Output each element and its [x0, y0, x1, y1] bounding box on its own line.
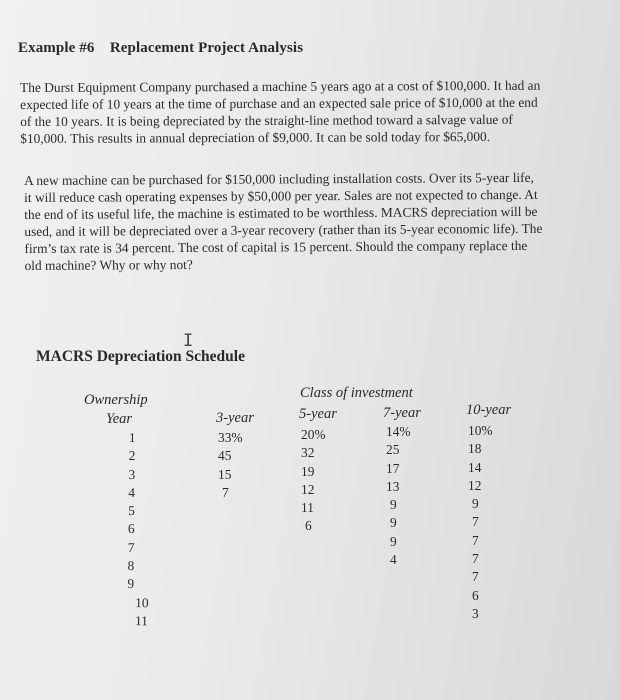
- depreciation-cell: 17: [386, 460, 400, 476]
- paragraph-line: the end of its useful life, the machine is estimated to be worthless. MACRS depreciation will be: [24, 203, 538, 222]
- depreciation-cell: 14%: [386, 424, 411, 439]
- paragraph-line: of the 10 years. It is being depreciated by the straight-line method toward a salvage value of: [20, 111, 513, 129]
- depreciation-cell: 45: [218, 448, 232, 464]
- depreciation-cell: 12: [301, 481, 315, 497]
- depreciation-cell: 32: [301, 445, 315, 461]
- paragraph-line: expected life of 10 years at the time of purchase and an expected sale price of $10,000 at the end: [20, 94, 538, 112]
- depreciation-cell: 19: [301, 463, 315, 479]
- year-cell: 6: [127, 521, 135, 537]
- depreciation-cell: 6: [305, 518, 312, 534]
- year-cell: 9: [127, 576, 135, 592]
- depreciation-cell: 11: [301, 500, 314, 516]
- depreciation-cell: 9: [472, 496, 479, 512]
- depreciation-cell: 7: [472, 569, 479, 585]
- depreciation-cell: 3: [472, 605, 479, 621]
- column-7-year: [386, 423, 411, 569]
- macrs-title: MACRS Depreciation Schedule: [36, 348, 245, 365]
- depreciation-cell: 15: [218, 466, 232, 482]
- depreciation-cell: 9: [390, 533, 397, 549]
- depreciation-cell: 7: [222, 484, 229, 500]
- depreciation-cell: 7: [472, 514, 479, 530]
- column-header-7-year: 7-year: [383, 405, 421, 421]
- column-5-year: [301, 426, 326, 536]
- column-header-5-year: 5-year: [299, 406, 337, 422]
- year-cell: 5: [128, 503, 135, 519]
- paragraph-old-machine: [20, 77, 541, 147]
- depreciation-cell: 7: [472, 551, 479, 567]
- depreciation-cell: 33%: [218, 430, 243, 445]
- text-cursor-icon: I: [183, 331, 194, 351]
- paragraph-line: it will reduce cash operating expenses by $50,000 per year. Sales are not expected to change. At: [24, 186, 538, 205]
- year-cell: 1: [128, 430, 136, 446]
- depreciation-cell: 14: [468, 459, 482, 475]
- depreciation-cell: 6: [472, 587, 479, 603]
- column-3-year: [218, 429, 243, 502]
- year-cell: 8: [127, 558, 135, 574]
- depreciation-cell: 18: [468, 441, 482, 457]
- depreciation-cell: 4: [390, 552, 397, 568]
- paragraph-line: The Durst Equipment Company purchased a machine 5 years ago at a cost of $100,000. It had an: [20, 77, 541, 95]
- year-cell: 4: [128, 484, 136, 501]
- paragraph-line: old machine? Why or why not?: [24, 256, 193, 273]
- paragraph-line: $10,000. This results in annual depreciation of $9,000. It can be sold today for $65,000.: [20, 128, 491, 146]
- depreciation-cell: 20%: [301, 427, 326, 442]
- year-header: Year: [106, 411, 133, 427]
- paragraph-line: used, and it will be depreciated over a 3-year recovery (rather than its 5-year economic life). The: [24, 220, 543, 239]
- paragraph-line: A new machine can be purchased for $150,000 including installation costs. Over its 5-year life,: [24, 169, 534, 188]
- depreciation-cell: 9: [390, 497, 397, 513]
- document-title: Example #6 Replacement Project Analysis: [18, 40, 304, 56]
- depreciation-cell: 9: [390, 515, 397, 531]
- year-column: [121, 429, 150, 631]
- column-header-3-year: 3-year: [216, 410, 254, 426]
- class-of-investment-header: Class of investment: [300, 385, 413, 401]
- paragraph-new-machine: [24, 169, 543, 274]
- depreciation-cell: 13: [386, 478, 400, 494]
- depreciation-cell: 25: [386, 442, 400, 458]
- column-10-year: [468, 422, 493, 623]
- depreciation-cell: 12: [468, 477, 482, 493]
- column-header-10-year: 10-year: [466, 402, 512, 418]
- paragraph-line: firm’s tax rate is 34 percent. The cost of capital is 15 percent. Should the company replace the: [24, 237, 528, 256]
- depreciation-cell: 7: [472, 532, 479, 548]
- year-cell: 3: [128, 466, 136, 482]
- year-cell: 11: [134, 613, 148, 629]
- year-cell: 7: [127, 539, 135, 555]
- year-cell: 2: [128, 448, 136, 464]
- depreciation-cell: 10%: [468, 423, 493, 438]
- year-cell: 10: [135, 594, 149, 610]
- ownership-header: Ownership: [84, 392, 148, 408]
